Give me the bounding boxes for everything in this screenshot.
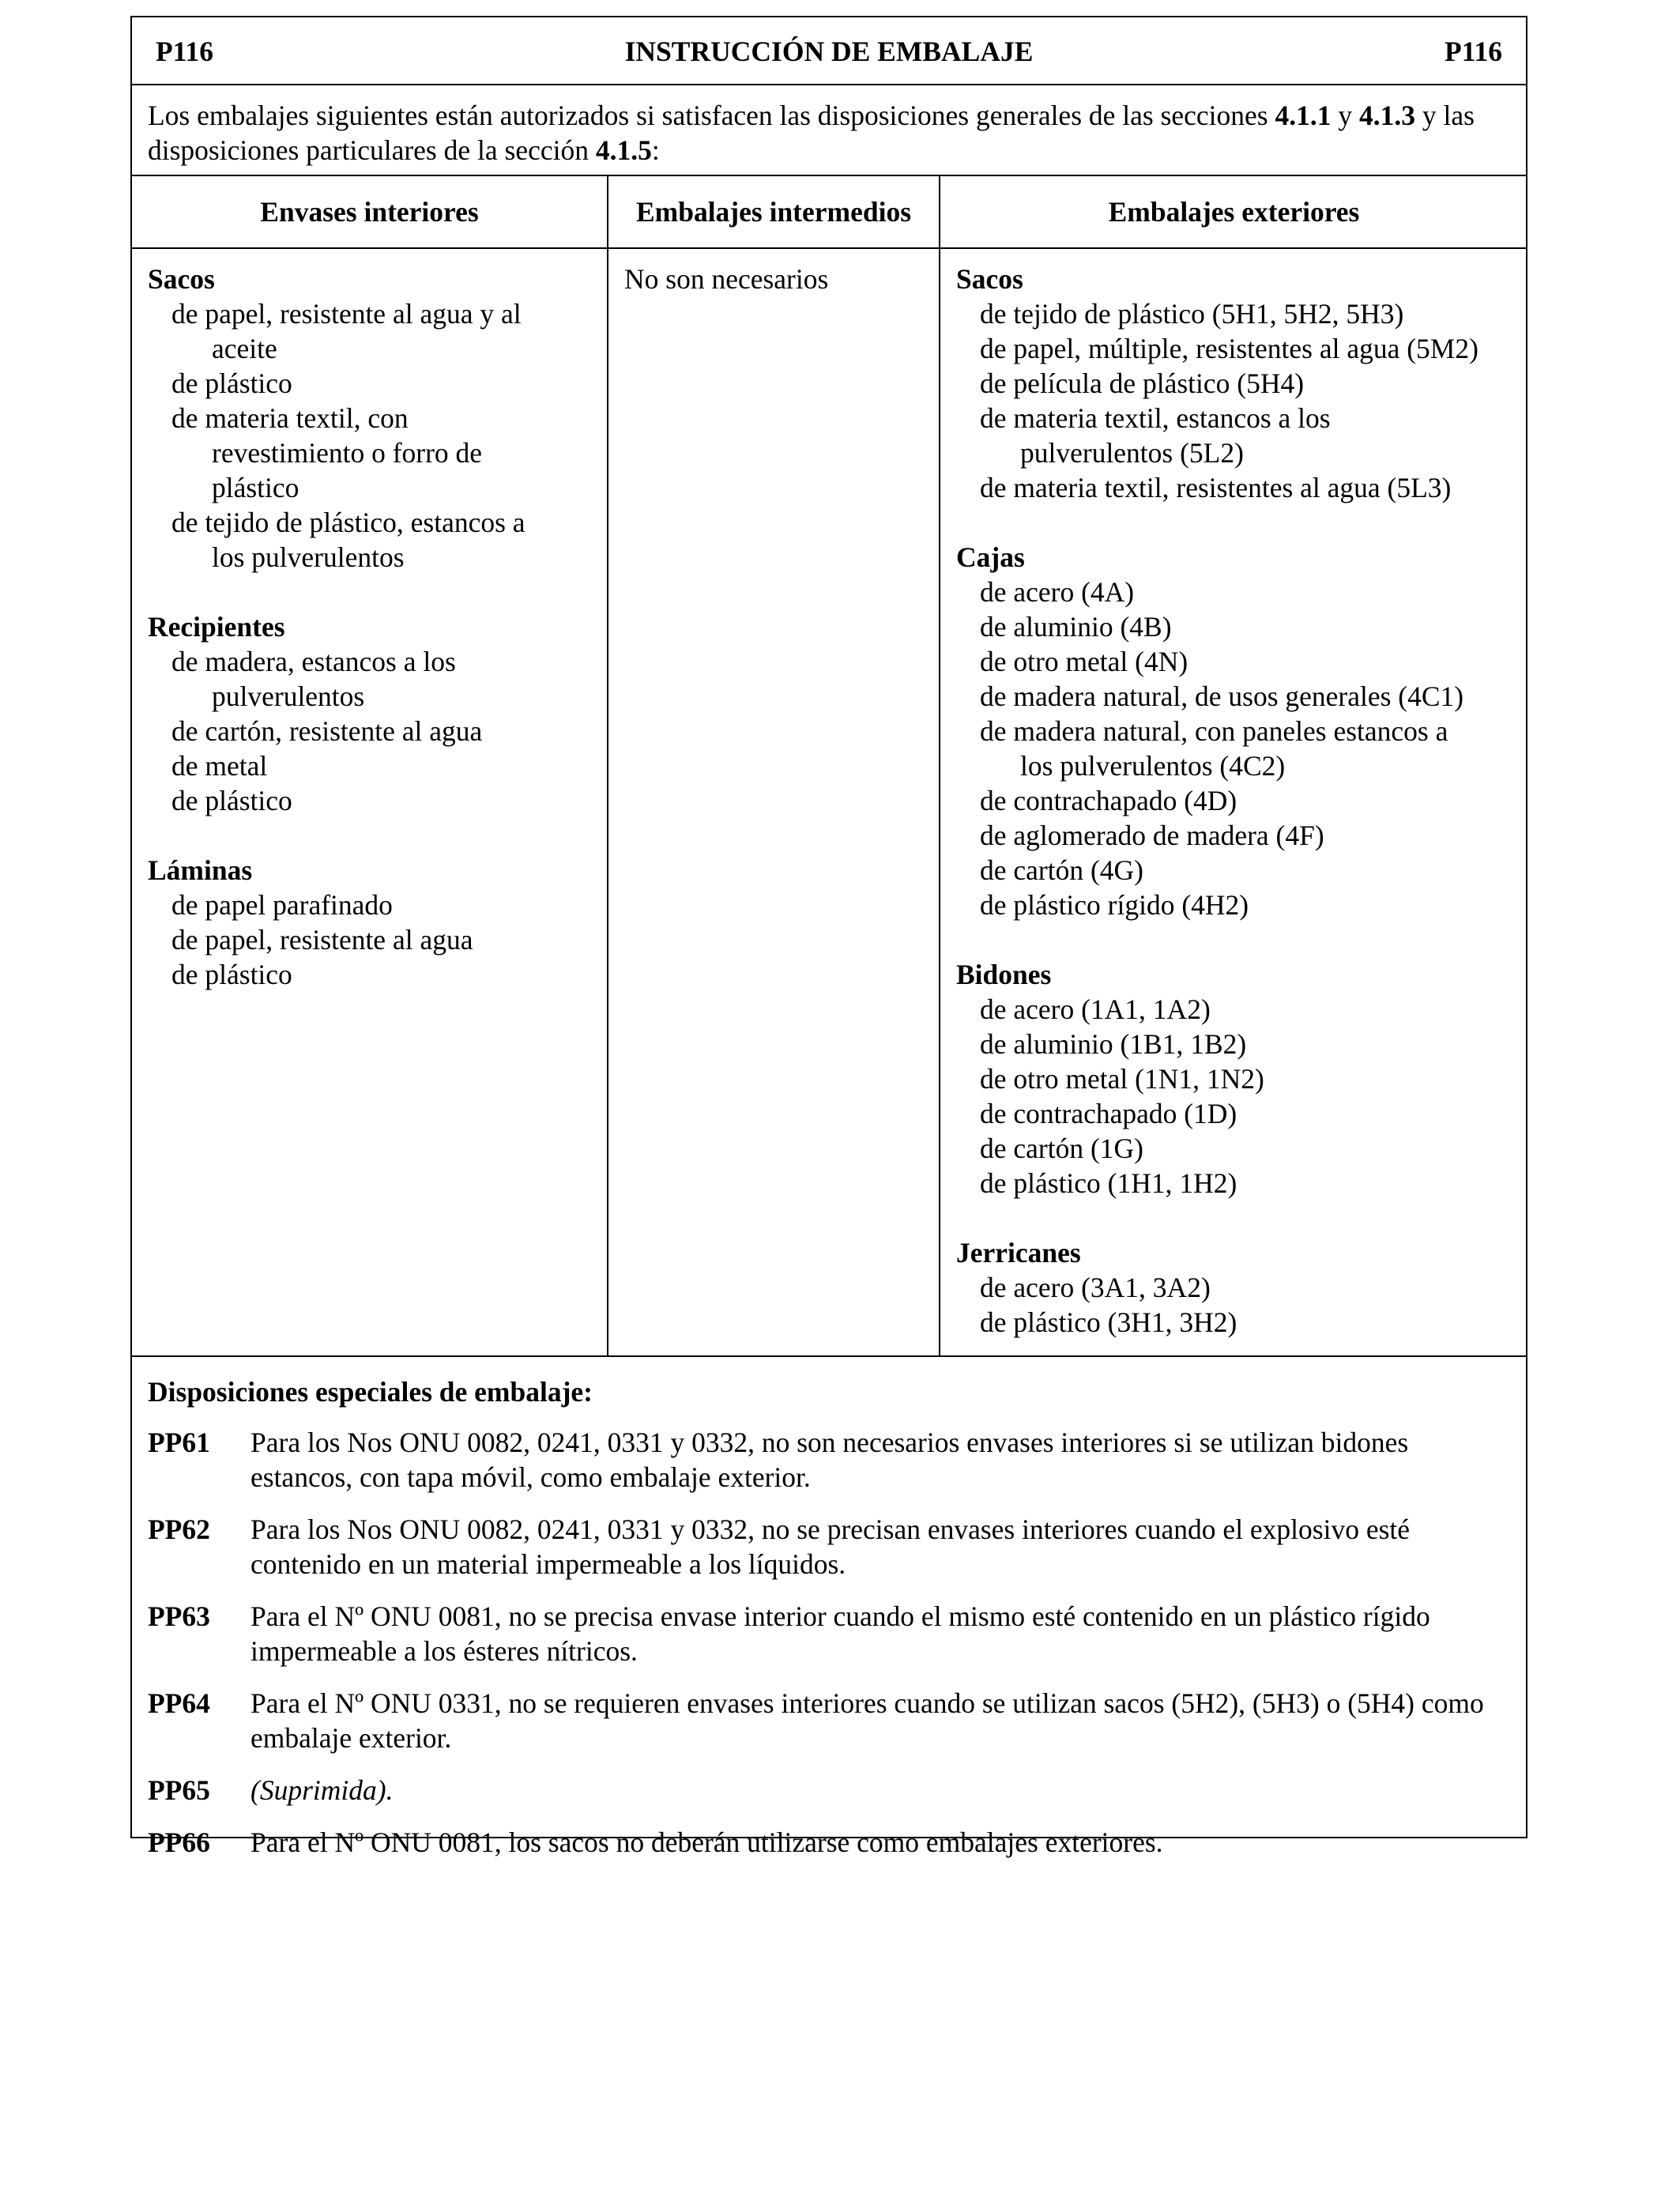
list-item-continuation: revestimiento o forro de [212,437,483,469]
intro-text-2: y [1331,100,1359,131]
special-provisions-title: Disposiciones especiales de embalaje: [148,1376,593,1408]
column-header-intermediate: Embalajes intermedios [608,176,939,249]
list-item: de aluminio (4B) [980,611,1172,643]
list-item: de acero (3A1, 3A2) [980,1272,1211,1303]
list-item: de papel parafinado [171,889,393,921]
provision-code: PP66 [148,1826,210,1858]
intro-paragraph [132,85,1526,176]
list-item-continuation: plástico [212,472,299,503]
list-item: de cartón (1G) [980,1133,1143,1164]
provision-text: Para el Nº ONU 0331, no se requieren envases interiores cuando se utilizan sacos (5H2), (5H3) o (5H4) como embalaje exterior. [250,1687,1484,1754]
provision-text: Para los Nos ONU 0082, 0241, 0331 y 0332, no son necesarios envases interiores si se utilizan bidones estancos, con tapa móvil, como embalaje exterior. [250,1427,1409,1493]
intermediate-text: No son necesarios [624,263,829,295]
inner-packagings-column [148,262,598,992]
category-jerricanes: Jerricanes [956,1237,1081,1269]
provision-pp62 [148,1512,1510,1581]
column-divider [939,176,940,1355]
category-recipientes: Recipientes [148,611,285,643]
instruction-header [132,17,1526,85]
list-item: de madera, estancos a los [171,646,456,677]
list-item: de aglomerado de madera (4F) [980,820,1324,851]
list-item: de otro metal (4N) [980,646,1188,677]
provision-code: PP65 [148,1774,210,1806]
category-bidones: Bidones [956,959,1052,990]
list-item: de contrachapado (4D) [980,785,1237,816]
list-item: de materia textil, con [171,402,409,434]
list-item: de madera natural, de usos generales (4C1) [980,680,1464,712]
section-ref-415: 4.1.5 [595,134,652,166]
list-item: de plástico (1H1, 1H2) [980,1167,1237,1199]
column-header-outer: Embalajes exteriores [940,176,1527,249]
provision-code: PP61 [148,1427,210,1458]
provision-pp65 [148,1773,1510,1808]
provision-pp63 [148,1599,1510,1668]
provision-text: Para el Nº ONU 0081, los sacos no deberán utilizarse como embalajes exteriores. [250,1826,1163,1858]
list-item: de aluminio (1B1, 1B2) [980,1028,1247,1060]
provision-code: PP63 [148,1600,210,1632]
list-item: de plástico rígido (4H2) [980,889,1249,921]
instruction-title: INSTRUCCIÓN DE EMBALAJE [624,36,1034,67]
list-item: de acero (4A) [980,576,1135,608]
column-header-inner: Envases interiores [132,176,607,249]
list-item: de tejido de plástico (5H1, 5H2, 5H3) [980,298,1404,330]
section-ref-411: 4.1.1 [1275,100,1332,131]
intro-text-4: : [651,134,660,166]
list-item: de otro metal (1N1, 1N2) [980,1063,1264,1095]
provision-text: (Suprimida). [250,1774,394,1806]
list-item: de madera natural, con paneles estancos a [980,715,1448,747]
packing-instruction-table [130,16,1527,1858]
provision-pp64 [148,1686,1510,1755]
section-ref-413: 4.1.3 [1358,100,1415,131]
list-item: de cartón (4G) [980,854,1143,886]
list-item: de cartón, resistente al agua [171,715,483,747]
list-item: de película de plástico (5H4) [980,368,1305,399]
list-item: de metal [171,750,268,782]
instruction-code-right: P116 [1445,36,1502,67]
list-item: de contrachapado (1D) [980,1098,1237,1129]
list-item: de tejido de plástico, estancos a [171,507,525,538]
list-item: de materia textil, estancos a los [980,402,1331,434]
instruction-code-left: P116 [156,36,213,67]
list-item-continuation: pulverulentos (5L2) [1020,437,1244,469]
list-item: de papel, múltiple, resistentes al agua (5M2) [980,333,1478,364]
provision-code: PP64 [148,1687,210,1719]
list-item: de plástico [171,959,292,990]
intro-text-1: Los embalajes siguientes están autorizados si satisfacen las disposiciones generales de las secciones [148,100,1275,131]
list-item-continuation: los pulverulentos [212,541,405,573]
outer-packagings-column [956,262,1517,1340]
list-item-continuation: pulverulentos [212,680,365,712]
intro-text-3: y las disposiciones particulares de la sección [148,100,1475,166]
provision-code: PP62 [148,1514,210,1545]
list-item-continuation: aceite [212,333,277,364]
list-item: de materia textil, resistentes al agua (5L3) [980,472,1452,503]
list-item: de plástico (3H1, 3H2) [980,1306,1237,1338]
category-sacos: Sacos [956,263,1023,295]
list-item: de acero (1A1, 1A2) [980,993,1211,1025]
special-provisions [132,1355,1526,1877]
category-sacos: Sacos [148,263,215,295]
provision-pp66 [148,1825,1510,1860]
list-item: de papel, resistente al agua y al [171,298,522,330]
column-divider [607,176,608,1355]
list-item: de plástico [171,785,292,816]
intermediate-packagings-column [624,262,932,296]
provision-pp61 [148,1425,1510,1495]
category-cajas: Cajas [956,541,1025,573]
list-item: de papel, resistente al agua [171,924,473,956]
category-laminas: Láminas [148,854,253,886]
provision-text: Para el Nº ONU 0081, no se precisa envase interior cuando el mismo esté contenido en un plástico rígido impermeable a los ésteres nítricos. [250,1600,1430,1667]
list-item-continuation: los pulverulentos (4C2) [1020,750,1286,782]
provision-text: Para los Nos ONU 0082, 0241, 0331 y 0332, no se precisan envases interiores cuando el explosivo esté contenido en un material impermeable a los líquidos. [250,1514,1411,1580]
list-item: de plástico [171,368,292,399]
